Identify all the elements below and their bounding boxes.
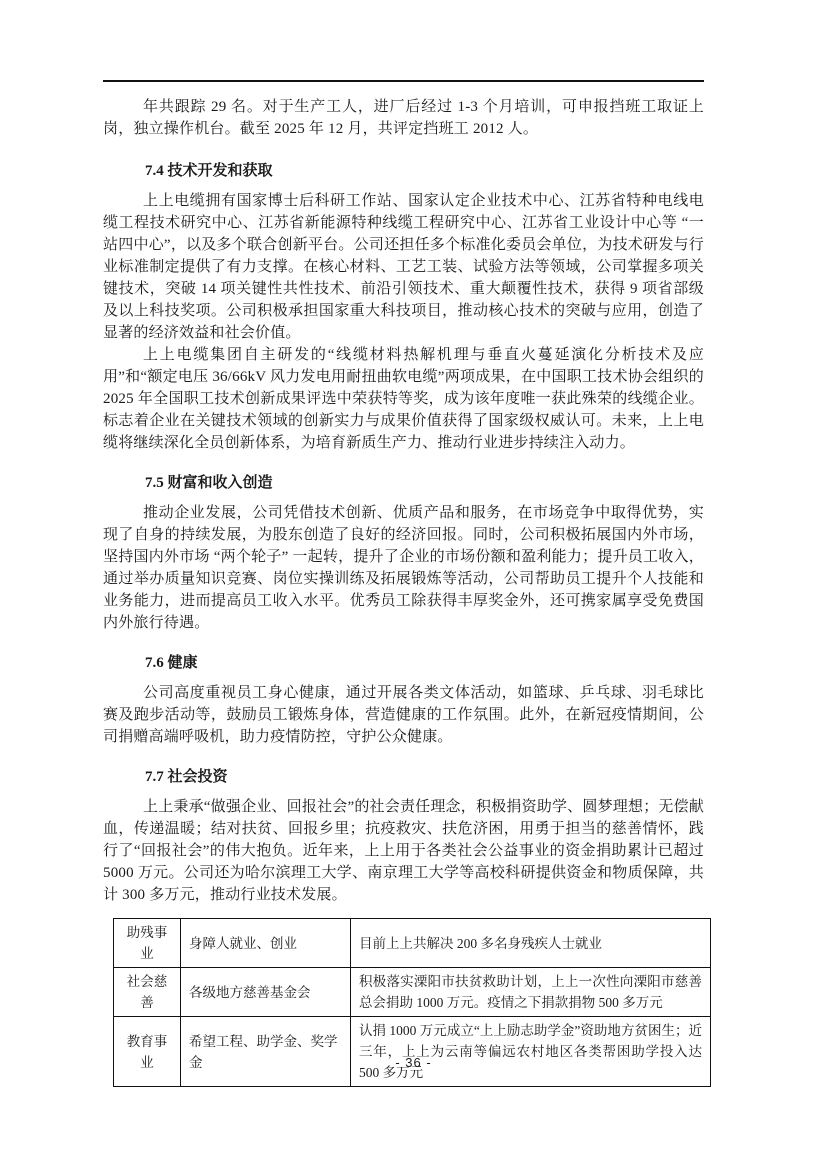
section-heading-7-5: 7.5 财富和收入创造 <box>145 475 273 491</box>
section-7-4-paragraph-2: 上上电缆集团自主研发的“线缆材料热解机理与垂直火蔓延演化分析技术及应用”和“额定电压 36/66kV 风力发电用耐扭曲软电缆”两项成果，在中国职工技术协会组织的 2025 年全国职工技术创新成果评选中荣获特等奖，成为该年度唯一获此殊荣的线缆企业。标志着企业在关键技术领域的创新实力与成果价值获得了国家级权威认可。未来，上上电缆将继续深化全员创新体系，为培育新质生产力、推动行业进步持续注入动力。 <box>103 347 704 451</box>
section-7-6-paragraph-1: 公司高度重视员工身心健康，通过开展各类文体活动，如篮球、乒乓球、羽毛球比赛及跑步活动等，鼓励员工锻炼身体，营造健康的工作氛围。此外，在新冠疫情期间，公司捐赠高端呼吸机，助力疫情防控，守护公众健康。 <box>103 685 704 745</box>
table-cell-category: 社会慈善 <box>114 968 181 1017</box>
table-cell-category: 助残事业 <box>114 919 181 968</box>
table-cell-program: 身障人就业、创业 <box>181 919 351 968</box>
table-row-disability-support <box>114 919 711 968</box>
page-header-rule <box>103 0 704 82</box>
section-7-4-paragraph-1: 上上电缆拥有国家博士后科研工作站、国家认定企业技术中心、江苏省特种电线电缆工程技术研究中心、江苏省新能源特种线缆工程研究中心、江苏省工业设计中心等 “一站四中心”，以及多个联合创新平台。公司还担任多个标准化委员会单位，为技术研发与行业标准制定提供了有力支撑。在核心材料、工艺工装、试验方法等领域，公司掌握多项关键技术，突破 14 项关键性共性技术、前沿引领技术、重大颠覆性技术，获得 9 项省部级及以上科技奖项。公司积极承担国家重大科技项目，推动核心技术的突破与应用，创造了显著的经济效益和社会价值。 <box>103 193 704 341</box>
section-heading-7-6: 7.6 健康 <box>145 655 198 671</box>
table-cell-category: 教育事业 <box>114 1017 181 1087</box>
page-number: - 36 - <box>395 1055 432 1070</box>
table-row-education <box>114 1017 711 1087</box>
page-content <box>103 0 704 1087</box>
section-7-5-paragraph-1: 推动企业发展，公司凭借技术创新、优质产品和服务，在市场竞争中取得优势，实现了自身的持续发展，为股东创造了良好的经济回报。同时，公司积极拓展国内外市场，坚持国内外市场 “两个轮子” 一起转，提升了企业的市场份额和盈利能力；提升员工收入，通过举办质量知识竞赛、岗位实操训练及拓展锻炼等活动，公司帮助员工提升个人技能和业务能力，进而提高员工收入水平。优秀员工除获得丰厚奖金外，还可携家属享受免费国内外旅行待遇。 <box>103 505 704 631</box>
table-cell-description: 认捐 1000 万元成立“上上励志助学金”资助地方贫困生；近三年，上上为云南等偏远农村地区各类帮困助学投入达 500 多万元 <box>351 1017 711 1087</box>
table-cell-program: 各级地方慈善基金会 <box>181 968 351 1017</box>
section-heading-7-7: 7.7 社会投资 <box>145 769 228 785</box>
section-heading-7-4: 7.4 技术开发和获取 <box>145 163 273 179</box>
section-7-7-paragraph-1: 上上秉承“做强企业、回报社会”的社会责任理念，积极捐资助学、圆梦理想；无偿献血，传递温暖；结对扶贫、回报乡里；抗疫救灾、扶危济困，用勇于担当的慈善情怀，践行了“回报社会”的伟大抱负。近年来，上上用于各类社会公益事业的资金捐助累计已超过 5000 万元。公司还为哈尔滨理工大学、南京理工大学等高校科研提供资金和物质保障，共计 300 多万元，推动行业技术发展。 <box>103 799 704 903</box>
table-cell-program: 希望工程、助学金、奖学金 <box>181 1017 351 1087</box>
intro-paragraph: 年共跟踪 29 名。对于生产工人，进厂后经过 1-3 个月培训，可申报挡班工取证上岗，独立操作机台。截至 2025 年 12 月，共评定挡班工 2012 人。 <box>103 99 704 137</box>
table-row-social-charity <box>114 968 711 1017</box>
table-cell-description: 积极落实溧阳市扶贫救助计划，上上一次性向溧阳市慈善总会捐助 1000 万元。疫情之下捐款捐物 500 多万元 <box>351 968 711 1017</box>
table-cell-description: 目前上上共解决 200 多名身残疾人士就业 <box>351 919 711 968</box>
